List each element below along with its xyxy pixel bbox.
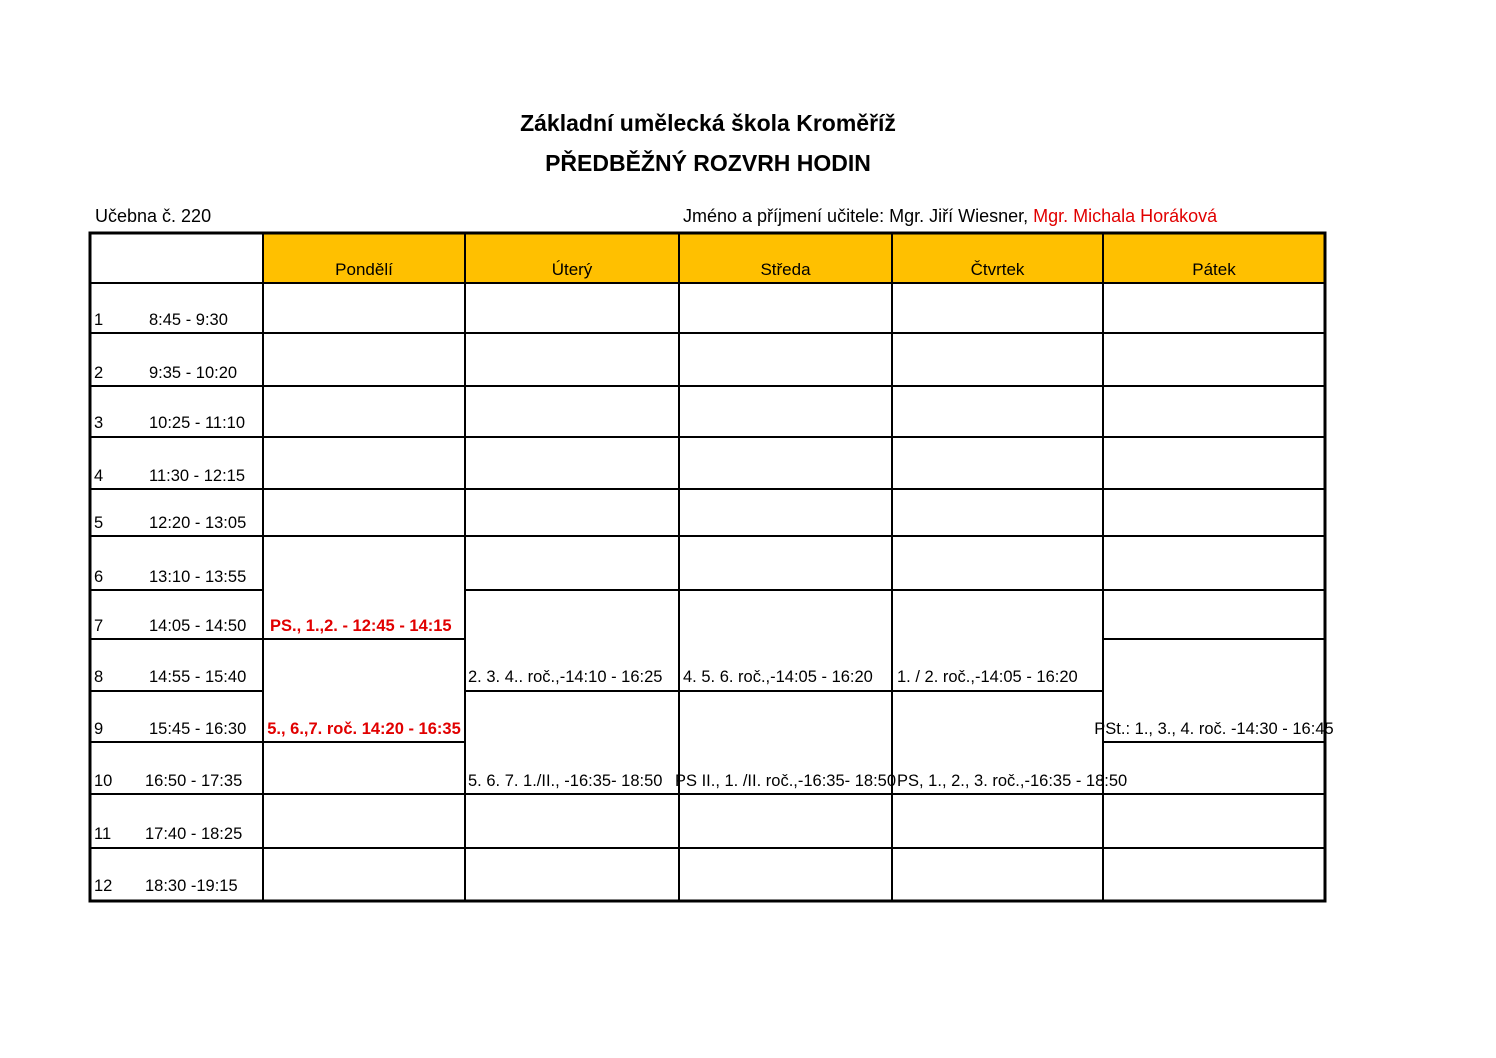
lesson-tuesday-234: 2. 3. 4.. roč.,-14:10 - 16:25 <box>468 668 663 686</box>
day-header-monday: Pondělí <box>335 260 393 279</box>
period-time: 8:45 - 9:30 <box>149 311 228 329</box>
period-time: 9:35 - 10:20 <box>149 364 238 382</box>
period-number: 6 <box>94 568 104 586</box>
period-number: 12 <box>94 877 113 895</box>
day-header-thursday: Čtvrtek <box>970 260 1025 279</box>
period-number: 8 <box>94 668 104 686</box>
period-number: 3 <box>94 414 104 432</box>
period-time: 16:50 - 17:35 <box>145 772 243 790</box>
period-number: 7 <box>94 617 104 635</box>
period-time: 12:20 - 13:05 <box>149 514 247 532</box>
lesson-monday-567: 5., 6.,7. roč. 14:20 - 16:35 <box>267 720 461 738</box>
lesson-thursday-12: 1. / 2. roč.,-14:05 - 16:20 <box>897 668 1078 686</box>
room-label: Učebna č. 220 <box>95 206 212 226</box>
period-time: 10:25 - 11:10 <box>149 414 246 432</box>
lesson-thursday-ps: PS, 1., 2., 3. roč.,-16:35 - 18:50 <box>897 772 1128 790</box>
page-title: PŘEDBĚŽNÝ ROZVRH HODIN <box>545 150 871 176</box>
lesson-tuesday-567: 5. 6. 7. 1./II., -16:35- 18:50 <box>468 772 663 790</box>
teacher-secondary: Mgr. Michala Horáková <box>1033 206 1218 226</box>
school-name: Základní umělecká škola Kroměříž <box>520 110 896 136</box>
period-number: 4 <box>94 467 104 485</box>
period-number: 1 <box>94 311 104 329</box>
lesson-wednesday-456: 4. 5. 6. roč.,-14:05 - 16:20 <box>683 668 873 686</box>
period-number: 10 <box>94 772 113 790</box>
period-number: 2 <box>94 364 104 382</box>
period-number: 9 <box>94 720 104 738</box>
teacher-primary: Jméno a příjmení učitele: Mgr. Jiří Wiesner, <box>683 206 1034 226</box>
period-time: 11:30 - 12:15 <box>149 467 246 485</box>
period-time: 17:40 - 18:25 <box>145 825 243 843</box>
lesson-monday-ps: PS., 1.,2. - 12:45 - 14:15 <box>270 617 452 635</box>
period-number: 5 <box>94 514 104 532</box>
period-time: 15:45 - 16:30 <box>149 720 247 738</box>
period-number: 11 <box>94 825 112 843</box>
period-time: 14:05 - 14:50 <box>149 617 247 635</box>
lesson-friday-pst: PSt.: 1., 3., 4. roč. -14:30 - 16:45 <box>1094 720 1334 738</box>
day-header-wednesday: Středa <box>760 260 811 279</box>
day-header-friday: Pátek <box>1192 260 1236 279</box>
day-header-tuesday: Úterý <box>551 260 593 279</box>
lesson-wednesday-ps: PS II., 1. /II. roč.,-16:35- 18:50 <box>674 772 897 790</box>
period-time: 18:30 -19:15 <box>145 877 238 895</box>
period-time: 14:55 - 15:40 <box>149 668 247 686</box>
period-time: 13:10 - 13:55 <box>149 568 247 586</box>
